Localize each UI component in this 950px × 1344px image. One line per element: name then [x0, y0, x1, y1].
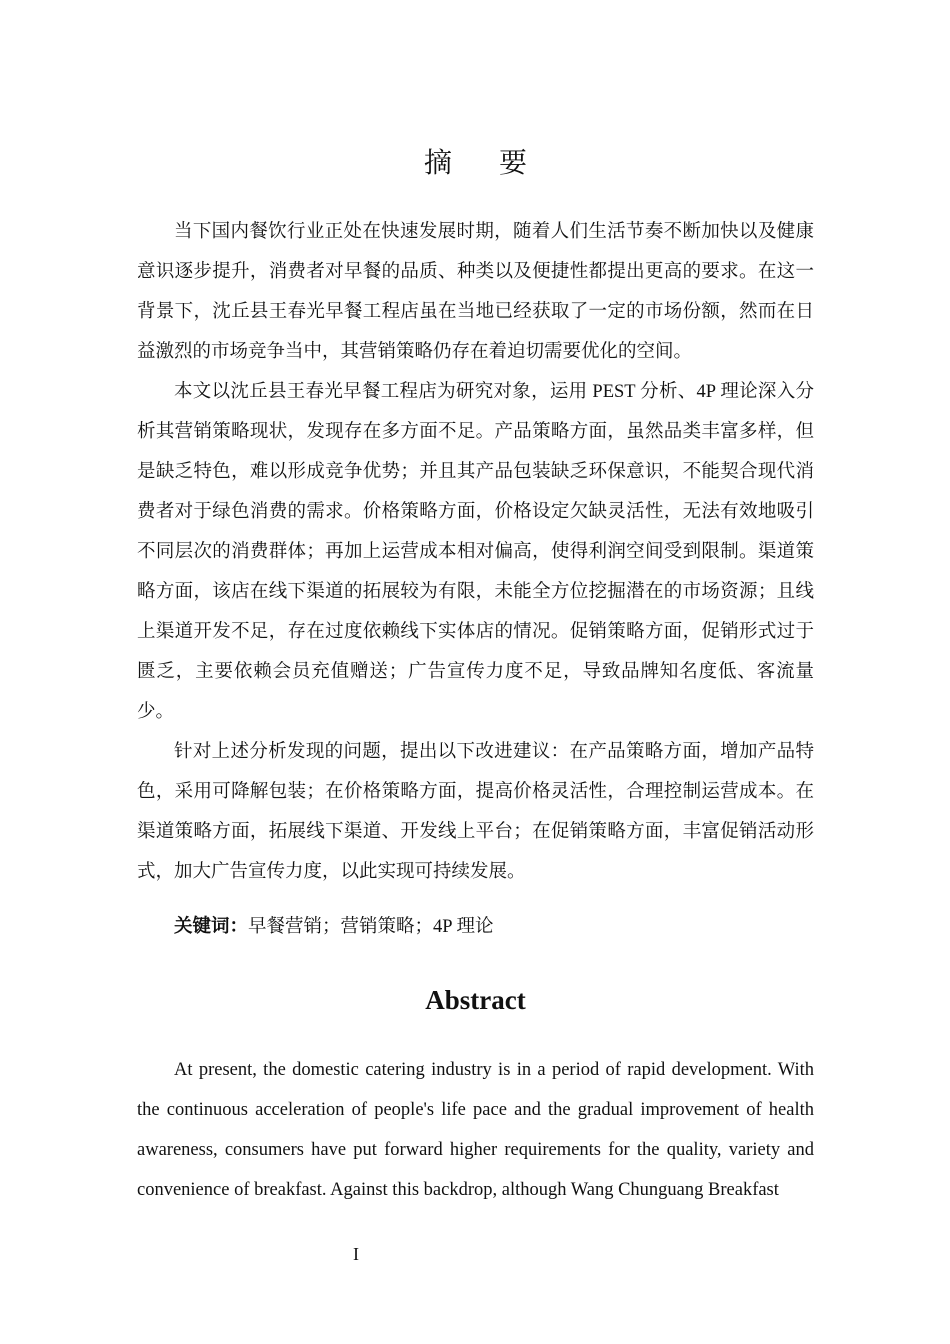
abstract-en-body — [137, 1050, 814, 1210]
keywords-label: 关键词： — [174, 917, 249, 937]
abstract-en-paragraph: At present, the domestic catering industry is in a period of rapid development. With the continuous acceleration of people's life pace and the gradual improvement of health awareness, consumers have put forward higher requirements for the quality, variety and convenience of breakfast. Against this backdrop, although Wang Chunguang Breakfast — [137, 1060, 814, 1200]
abstract-cn-paragraph: 针对上述分析发现的问题，提出以下改进建议：在产品策略方面，增加产品特色，采用可降解包装；在价格策略方面，提高价格灵活性，合理控制运营成本。在渠道策略方面，拓展线下渠道、开发线上平台；在促销策略方面，丰富促销活动形式，加大广告宣传力度，以此实现可持续发展。 — [137, 742, 814, 882]
abstract-cn-title: 摘 要 — [423, 148, 547, 179]
abstract-cn-body — [137, 212, 814, 892]
abstract-en-title: Abstract — [425, 985, 526, 1015]
abstract-cn-paragraph: 当下国内餐饮行业正处在快速发展时期，随着人们生活节奏不断加快以及健康意识逐步提升，消费者对早餐的品质、种类以及便捷性都提出更高的要求。在这一背景下，沈丘县王春光早餐工程店虽在当地已经获取了一定的市场份额，然而在日益激烈的市场竞争当中，其营销策略仍存在着迫切需要优化的空间。 — [137, 222, 814, 362]
abstract-cn-paragraph: 本文以沈丘县王春光早餐工程店为研究对象，运用 PEST 分析、4P 理论深入分析其营销策略现状，发现存在多方面不足。产品策略方面，虽然品类丰富多样，但是缺乏特色，难以形成竞争优势；并且其产品包装缺乏环保意识，不能契合现代消费者对于绿色消费的需求。价格策略方面，价格设定欠缺灵活性，无法有效地吸引不同层次的消费群体；再加上运营成本相对偏高，使得利润空间受到限制。渠道策略方面，该店在线下渠道的拓展较为有限，未能全方位挖掘潜在的市场资源；且线上渠道开发不足，存在过度依赖线下实体店的情况。促销策略方面，促销形式过于匮乏，主要依赖会员充值赠送；广告宣传力度不足，导致品牌知名度低、客流量少。 — [137, 382, 814, 722]
keywords-line — [137, 907, 814, 947]
page-number: I — [353, 1244, 359, 1264]
keywords-text: 早餐营销；营销策略；4P 理论 — [248, 917, 494, 937]
